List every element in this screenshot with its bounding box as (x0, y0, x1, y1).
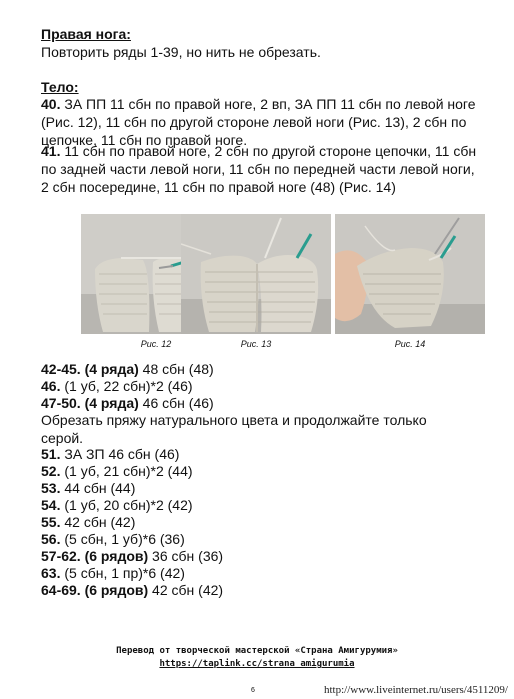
row-text: (1 уб, 21 сбн)*2 (44) (60, 463, 193, 479)
row-text: (1 уб, 20 сбн)*2 (42) (60, 497, 193, 513)
row-text: 42 сбн (42) (60, 514, 136, 530)
row-text: ЗА ЗП 46 сбн (46) (60, 446, 180, 462)
figure-14-photo (335, 214, 485, 334)
row-number: 57-62. (6 рядов) (41, 548, 149, 564)
body-heading: Тело: (41, 79, 79, 95)
row-number: 42-45. (4 ряда) (41, 361, 139, 377)
row-number: 56. (41, 531, 61, 547)
row-text: (5 сбн, 1 пр)*6 (42) (60, 565, 185, 581)
right-leg-heading: Правая нога: (41, 26, 131, 42)
row-54 (41, 497, 193, 514)
row-41-number: 41. (41, 143, 61, 159)
row-63 (41, 565, 185, 582)
row-51 (41, 446, 179, 463)
row-57-62 (41, 548, 223, 565)
row-text: 36 сбн (36) (148, 548, 224, 564)
row-number: 63. (41, 565, 61, 581)
row-number: 53. (41, 480, 61, 496)
row-55 (41, 514, 135, 531)
row-40-text: ЗА ПП 11 сбн по правой ноге, 2 вп, ЗА ПП 11 сбн по левой ноге (Рис. 12), 11 сбн по другой стороне левой ноги (Рис. 13), 2 сбн по цепочке, 11 сбн по правой ноге. (41, 96, 476, 148)
page-number: 6 (251, 687, 255, 694)
row-40 (41, 96, 481, 149)
right-leg-text: Повторить ряды 1-39, но нить не обрезать. (41, 44, 321, 60)
row-number: 47-50. (4 ряда) (41, 395, 139, 411)
figure-13-photo (181, 214, 331, 334)
row-text: (1 уб, 22 сбн)*2 (46) (60, 378, 193, 394)
row-64-69 (41, 582, 223, 599)
row-52 (41, 463, 193, 480)
row-number: 52. (41, 463, 61, 479)
figure-13-caption: Рис. 13 (240, 339, 272, 349)
row-41-text: 11 сбн по правой ноге, 2 сбн по другой стороне цепочки, 11 сбн по задней части левой ноги, 11 сбн по передней части левой ноги, 2 сбн посередине, 11 сбн по правой ноге (48) (Рис. 14) (41, 143, 477, 195)
row-46 (41, 378, 193, 395)
figure-14-caption: Рис. 14 (394, 339, 426, 349)
row-number: 55. (41, 514, 61, 530)
row-40-number: 40. (41, 96, 61, 112)
row-42-45 (41, 361, 214, 378)
row-text: 48 сбн (48) (138, 361, 214, 377)
row-number: 46. (41, 378, 61, 394)
footer-link[interactable]: https://taplink.cc/strana_amigurumia (159, 659, 355, 669)
row-number: 51. (41, 446, 61, 462)
watermark-url: http://www.liveinternet.ru/users/4511209/ (323, 684, 508, 696)
row-56 (41, 531, 185, 548)
row-text: 44 сбн (44) (60, 480, 136, 496)
row-text: 46 сбн (46) (138, 395, 214, 411)
row-41 (41, 143, 481, 196)
footer-credit: Перевод от творческой мастерской «Страна Амигурумия» (116, 646, 398, 656)
row-47-50 (41, 395, 214, 412)
row-number: 64-69. (6 рядов) (41, 582, 149, 598)
row-text: 42 сбн (42) (148, 582, 224, 598)
row-number: 54. (41, 497, 61, 513)
row-text: (5 сбн, 1 уб)*6 (36) (60, 531, 185, 547)
row-53 (41, 480, 135, 497)
yarn-note: Обрезать пряжу натурального цвета и продолжайте только серой. (41, 412, 427, 446)
figure-12-caption: Рис. 12 (140, 339, 172, 349)
